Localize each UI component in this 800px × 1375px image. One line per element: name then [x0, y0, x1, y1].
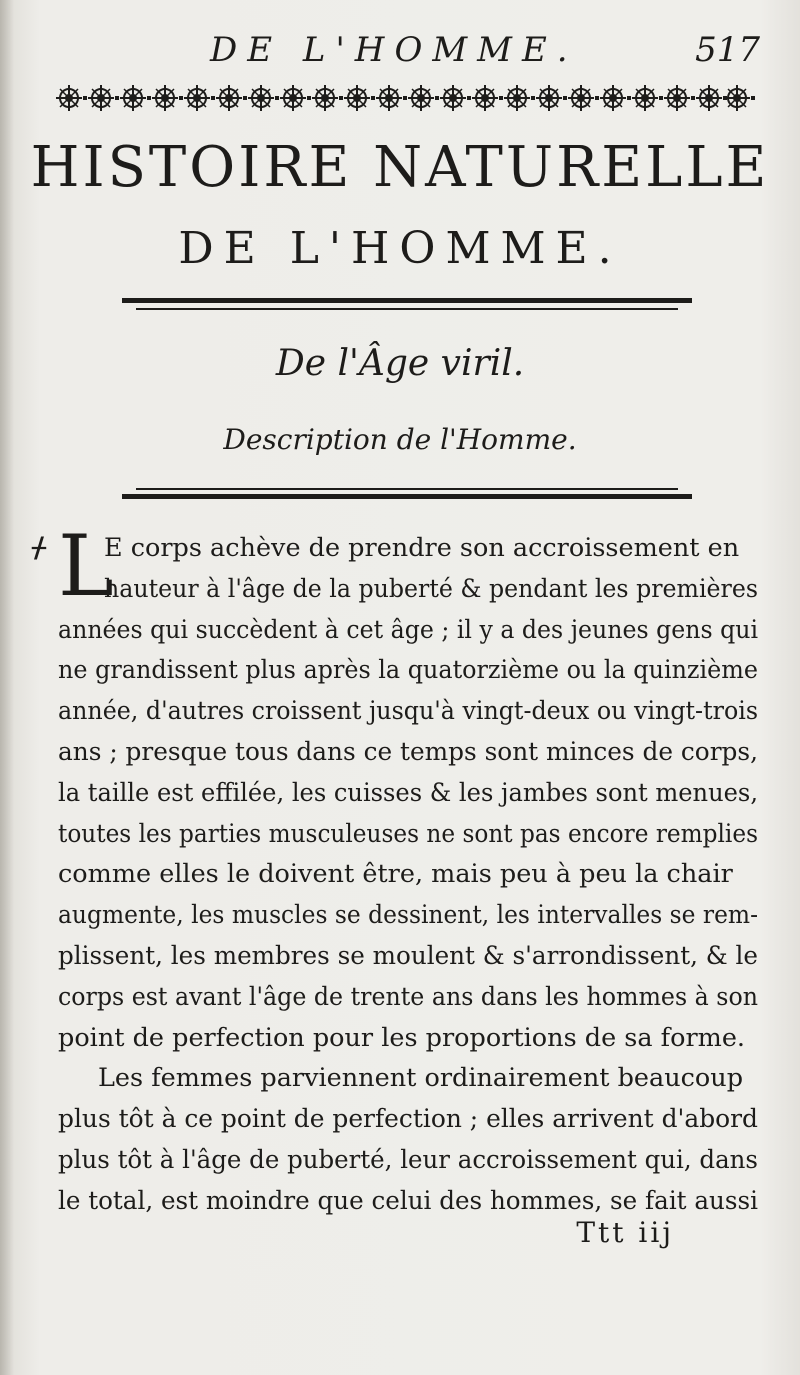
text-line: ne grandissent plus après la quatorzième ou la quinzième	[58, 655, 758, 686]
section-title: De l'Âge viril.	[275, 343, 525, 384]
running-title: DE L'HOMME.	[210, 30, 578, 70]
margin-mark: ᚋ	[32, 530, 46, 563]
text-line: plissent, les membres se moulent & s'arrondissent, & le	[58, 940, 758, 971]
running-head	[200, 28, 760, 72]
catchword: Ttt iij	[576, 1216, 674, 1249]
double-rule-top	[122, 298, 692, 312]
text-line: plus tôt à ce point de perfection ; elles arrivent d'abord	[58, 1104, 758, 1135]
sub-title: DE L'HOMME.	[178, 223, 622, 274]
text-line: augmente, les muscles se dessinent, les intervalles se rem-	[58, 900, 758, 931]
double-rule-bottom	[122, 488, 692, 502]
text-line: hauteur à l'âge de la puberté & pendant les premières	[104, 573, 758, 604]
text-line: Les femmes parviennent ordinairement beaucoup	[98, 1063, 744, 1094]
gutter-shadow	[0, 0, 14, 1375]
text-line: le total, est moindre que celui des hommes, se fait aussi	[58, 1185, 758, 1216]
section-subtitle: Description de l'Homme.	[223, 423, 577, 456]
text-line: comme elles le doivent être, mais peu à peu la chair	[58, 859, 733, 890]
text-line: E corps achève de prendre son accroissement en	[104, 533, 740, 563]
ornamental-band	[55, 80, 755, 116]
body-text	[58, 528, 758, 1222]
text-line: corps est avant l'âge de trente ans dans les hommes à son	[58, 981, 758, 1012]
text-line: année, d'autres croissent jusqu'à vingt-deux ou vingt-trois	[58, 696, 758, 727]
text-line: années qui succèdent à cet âge ; il y a des jeunes gens qui	[58, 614, 758, 645]
text-line: point de perfection pour les proportions de sa forme.	[58, 1022, 746, 1053]
drop-cap: L	[58, 517, 114, 615]
text-line: toutes les parties musculeuses ne sont pas encore remplies	[58, 818, 758, 849]
text-line: la taille est effilée, les cuisses & les jambes sont menues,	[58, 777, 758, 808]
text-line: plus tôt à l'âge de puberté, leur accroissement qui, dans	[58, 1144, 758, 1175]
page-number: 517	[695, 30, 760, 70]
text-line: ans ; presque tous dans ce temps sont minces de corps,	[58, 736, 758, 767]
main-title: HISTOIRE NATURELLE	[30, 135, 770, 200]
